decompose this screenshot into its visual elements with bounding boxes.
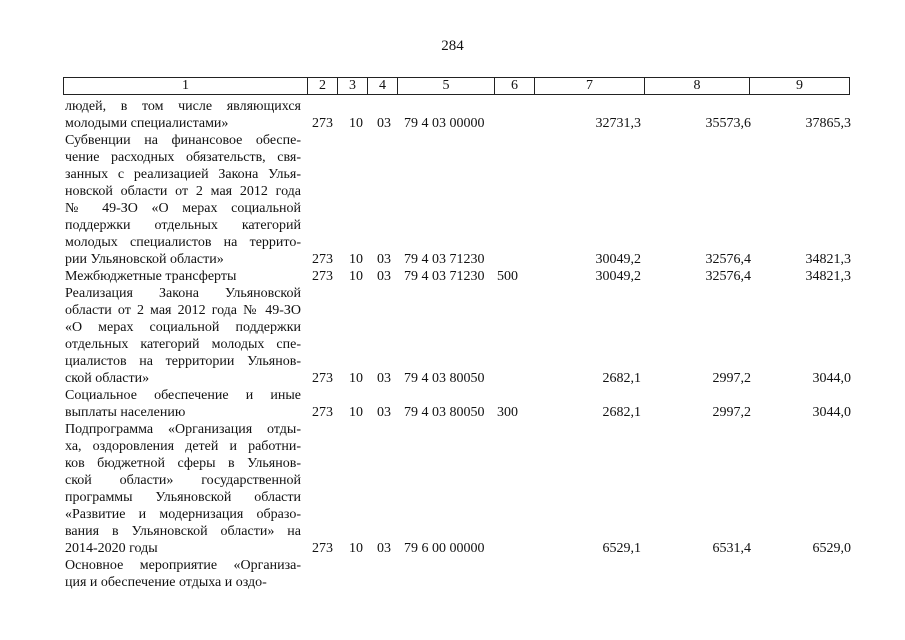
row-description: [65, 98, 301, 132]
cell-c4: 03: [377, 371, 391, 386]
cell-c5: 79 4 03 71230: [404, 252, 485, 267]
cell-c4: 03: [377, 541, 391, 556]
cell-c7: 30049,2: [595, 269, 641, 284]
description-line: ция и обеспечение отдыха и оздо-: [65, 575, 267, 590]
column-header-5: 5: [398, 78, 495, 94]
cell-c4: 03: [377, 405, 391, 420]
cell-c2: 273: [312, 252, 333, 267]
description-line: ха, оздоровления детей и работни-: [65, 439, 301, 454]
description-line: чение расходных обязательств, свя-: [65, 150, 301, 165]
cell-c9: 37865,3: [805, 116, 851, 131]
cell-c2: 273: [312, 116, 333, 131]
cell-c9: 6529,0: [812, 541, 851, 556]
cell-c4: 03: [377, 269, 391, 284]
column-header-7: 7: [535, 78, 645, 94]
cell-c8: 6531,4: [712, 541, 751, 556]
cell-c7: 6529,1: [602, 541, 641, 556]
description-line: циалистов на территории Ульянов-: [65, 354, 301, 369]
cell-c8: 32576,4: [705, 269, 751, 284]
cell-c5: 79 4 03 80050: [404, 405, 485, 420]
description-line: молодыми специалистами»: [65, 116, 229, 131]
row-description: [65, 421, 301, 557]
cell-c2: 273: [312, 269, 333, 284]
cell-c5: 79 4 03 80050: [404, 371, 485, 386]
description-line: Субвенции на финансовое обеспе-: [65, 133, 301, 148]
cell-c2: 273: [312, 541, 333, 556]
column-header-4: 4: [368, 78, 398, 94]
cell-c6: 300: [497, 405, 518, 420]
cell-c8: 35573,6: [705, 116, 751, 131]
cell-c5: 79 6 00 00000: [404, 541, 485, 556]
cell-c9: 3044,0: [812, 405, 851, 420]
column-header-9: 9: [796, 78, 803, 93]
description-line: поддержки отдельных категорий: [65, 218, 301, 233]
cell-c5: 79 4 03 71230: [404, 269, 485, 284]
description-line: ской области» государственной: [65, 473, 301, 488]
cell-c7: 2682,1: [602, 371, 641, 386]
description-line: «Развитие и модернизация образо-: [65, 507, 301, 522]
description-line: молодых специалистов на террито-: [65, 235, 301, 250]
cell-c2: 273: [312, 405, 333, 420]
cell-c2: 273: [312, 371, 333, 386]
column-header-2: 2: [308, 78, 338, 94]
row-description: [65, 132, 301, 268]
description-line: Подпрограмма «Организация отды-: [65, 422, 301, 437]
description-line: Межбюджетные трансферты: [65, 269, 237, 284]
description-line: вания в Ульяновской области» на: [65, 524, 301, 539]
cell-c9: 3044,0: [812, 371, 851, 386]
description-line: людей, в том числе являющихся: [65, 99, 301, 114]
cell-c7: 2682,1: [602, 405, 641, 420]
description-line: 2014-2020 годы: [65, 541, 158, 556]
description-line: области от 2 мая 2012 года № 49-ЗО: [65, 303, 301, 318]
cell-c4: 03: [377, 116, 391, 131]
table-header-row: [63, 77, 850, 95]
column-header-1: 1: [64, 78, 308, 94]
description-line: новской области от 2 мая 2012 года: [65, 184, 301, 199]
cell-c8: 2997,2: [712, 405, 751, 420]
description-line: Основное мероприятие «Организа-: [65, 558, 301, 573]
description-line: ков бюджетной сферы в Ульянов-: [65, 456, 301, 471]
description-line: Реализация Закона Ульяновской: [65, 286, 301, 301]
cell-c8: 32576,4: [705, 252, 751, 267]
cell-c7: 30049,2: [595, 252, 641, 267]
description-line: «О мерах социальной поддержки: [65, 320, 301, 335]
column-header-6: 6: [495, 78, 535, 94]
row-description: [65, 268, 301, 285]
cell-c5: 79 4 03 00000: [404, 116, 485, 131]
cell-c6: 500: [497, 269, 518, 284]
cell-c3: 10: [349, 252, 363, 267]
cell-c3: 10: [349, 116, 363, 131]
row-description: [65, 387, 301, 421]
cell-c3: 10: [349, 405, 363, 420]
description-line: занных с реализацией Закона Улья-: [65, 167, 301, 182]
column-header-8: 8: [645, 78, 750, 94]
cell-c7: 32731,3: [595, 116, 641, 131]
description-line: ской области»: [65, 371, 150, 386]
description-line: выплаты населению: [65, 405, 186, 420]
description-line: отдельных категорий молодых спе-: [65, 337, 301, 352]
row-description: [65, 285, 301, 387]
cell-c8: 2997,2: [712, 371, 751, 386]
cell-c9: 34821,3: [805, 252, 851, 267]
cell-c3: 10: [349, 541, 363, 556]
description-line: Социальное обеспечение и иные: [65, 388, 301, 403]
column-header-3: 3: [338, 78, 368, 94]
cell-c3: 10: [349, 371, 363, 386]
cell-c9: 34821,3: [805, 269, 851, 284]
description-line: № 49-ЗО «О мерах социальной: [65, 201, 301, 216]
cell-c3: 10: [349, 269, 363, 284]
row-description: [65, 557, 301, 591]
cell-c4: 03: [377, 252, 391, 267]
description-line: программы Ульяновской области: [65, 490, 301, 505]
description-line: рии Ульяновской области»: [65, 252, 224, 267]
page-number: 284: [441, 38, 464, 54]
